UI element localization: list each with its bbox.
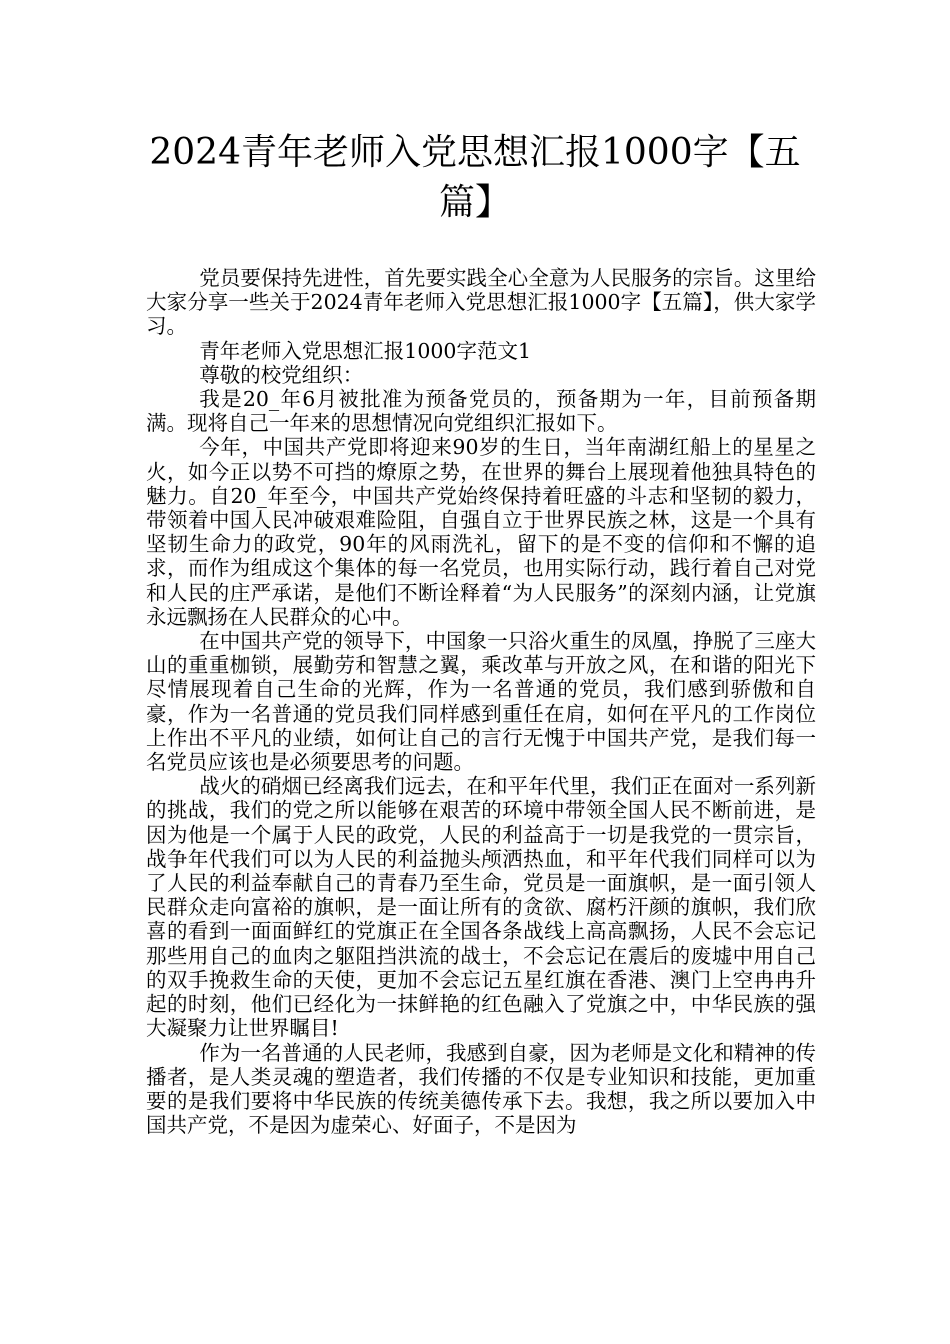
body-paragraph: 在中国共产党的领导下，中国象一只浴火重生的凤凰，挣脱了三座大山的重重枷锁，展勤劳和智慧之翼，乘改革与开放之风，在和谐的阳光下尽情展现着自己生命的光辉，作为一名普通的党员，我们感到骄傲和自豪，作为一名普通的党员我们同样感到重任在肩，如何在平凡的工作岗位上作出不平凡的业绩，如何让自己的言行无愧于中国共产党，是我们每一名党员应该也是必须要思考的问题。 [146, 629, 816, 775]
body-paragraph: 作为一名普通的人民老师，我感到自豪，因为老师是文化和精神的传播者，是人类灵魂的塑造者，我们传播的不仅是专业知识和技能，更加重要的是我们要将中华民族的传统美德传承下去。我想，我之所以要加入中国共产党，不是因为虚荣心、好面子，不是因为 [146, 1040, 816, 1138]
salutation: 尊敬的校党组织： [199, 362, 364, 387]
document-body [146, 266, 816, 1137]
document-title: 2024青年老师入党思想汇报1000字【五篇】 [149, 132, 801, 223]
body-paragraph: 今年，中国共产党即将迎来90岁的生日，当年南湖红船上的星星之火，如今正以势不可挡的燎原之势，在世界的舞台上展现着他独具特色的魅力。自20_年至今，中国共产党始终保持着旺盛的斗志和坚韧的毅力，带领着中国人民冲破艰难险阻，自强自立于世界民族之林，这是一个具有坚韧生命力的政党，90年的风雨洗礼，留下的是不变的信仰和不懈的追求，而作为组成这个集体的每一名党员，也用实际行动，践行着自己对党和人民的庄严承诺，是他们不断诠释着“为人民服务”的深刻内涵，让党旗永远飘扬在人民群众的心中。 [146, 435, 816, 629]
section-heading: 青年老师入党思想汇报1000字范文1 [199, 338, 532, 363]
body-paragraph: 我是20_年6月被批准为预备党员的，预备期为一年，目前预备期满。现将自己一年来的思想情况向党组织汇报如下。 [146, 387, 816, 436]
intro-paragraph: 党员要保持先进性，首先要实践全心全意为人民服务的宗旨。这里给大家分享一些关于2024青年老师入党思想汇报1000字【五篇】，供大家学习。 [146, 266, 816, 339]
body-paragraph: 战火的硝烟已经离我们远去，在和平年代里，我们正在面对一系列新的挑战，我们的党之所以能够在艰苦的环境中带领全国人民不断前进，是因为他是一个属于人民的政党，人民的利益高于一切是我党的一贯宗旨，战争年代我们可以为人民的利益抛头颅洒热血，和平年代我们同样可以为了人民的利益奉献自己的青春乃至生命，党员是一面旗帜，是一面引领人民群众走向富裕的旗帜，是一面让所有的贪欲、腐朽汗颜的旗帜，我们欣喜的看到一面面鲜红的党旗正在全国各条战线上高高飘扬，人民不会忘记那些用自己的血肉之躯阻挡洪流的战士，不会忘记在震后的废墟中用自己的双手挽救生命的天使，更加不会忘记五星红旗在香港、澳门上空冉冉升起的时刻，他们已经化为一抹鲜艳的红色融入了党旗之中，中华民族的强大凝聚力让世界瞩目! [146, 774, 816, 1041]
